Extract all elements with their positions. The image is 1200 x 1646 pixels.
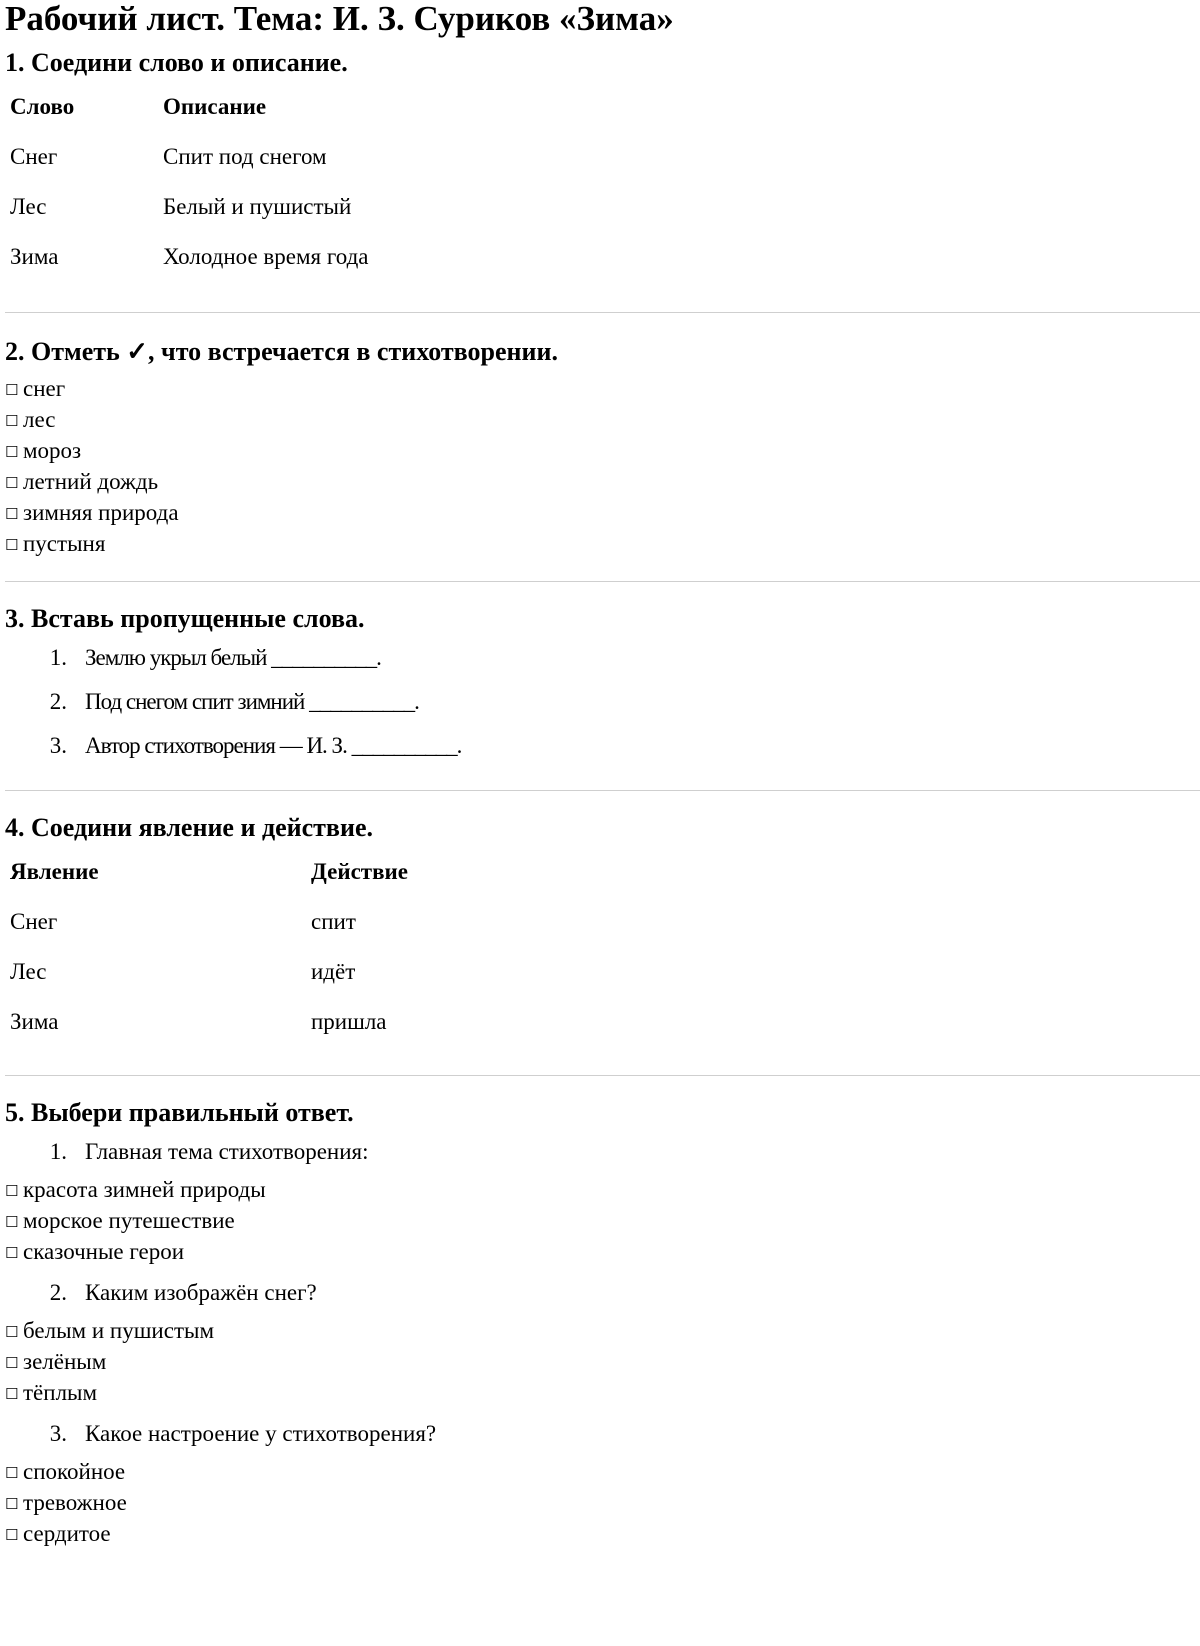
description-cell: Белый и пушистый <box>163 194 352 220</box>
checkbox-icon[interactable]: ☐ <box>5 474 19 492</box>
action-cell: идёт <box>311 959 356 985</box>
checkbox-item[interactable] <box>5 528 1190 559</box>
answer-option[interactable] <box>5 1315 1190 1346</box>
list-item <box>5 680 1190 724</box>
checkbox-icon[interactable]: ☐ <box>5 412 19 430</box>
answer-option[interactable] <box>5 1346 1190 1377</box>
checkbox-icon[interactable]: ☐ <box>5 1526 19 1544</box>
question-list <box>5 1271 1190 1315</box>
checkbox-label: лес <box>23 407 56 432</box>
question <box>5 1130 1190 1174</box>
answer-option[interactable] <box>5 1174 1190 1205</box>
answer-options <box>5 1174 1190 1267</box>
item-number: 3. <box>49 733 67 758</box>
checkbox-item[interactable] <box>5 404 1190 435</box>
checkbox-icon[interactable]: ☐ <box>5 1464 19 1482</box>
answer-label: морское путешествие <box>23 1208 235 1233</box>
section-5 <box>5 1098 1190 1549</box>
question-list <box>5 1130 1190 1174</box>
item-number: 1. <box>49 645 67 670</box>
fill-in-sentence[interactable]: Под снегом спит зимний __________. <box>85 689 419 714</box>
question-number: 3. <box>49 1421 67 1446</box>
question-number: 2. <box>49 1280 67 1305</box>
answer-label: зелёным <box>23 1349 107 1374</box>
answer-option[interactable] <box>5 1518 1190 1549</box>
section-2-heading: 2. Отметь ✓, что встречается в стихотворении. <box>5 337 558 366</box>
item-number: 2. <box>49 689 67 714</box>
word-cell: Лес <box>10 194 47 220</box>
phenomenon-cell: Зима <box>10 1009 59 1035</box>
column-header-description: Описание <box>163 94 267 120</box>
description-cell: Холодное время года <box>163 244 369 270</box>
section-5-heading: 5. Выбери правильный ответ. <box>5 1098 354 1127</box>
table-row <box>5 997 408 1047</box>
checkbox-icon[interactable]: ☐ <box>5 1244 19 1262</box>
phenomenon-cell: Лес <box>10 959 47 985</box>
page-title: Рабочий лист. Тема: И. З. Суриков «Зима» <box>5 0 674 38</box>
checkbox-icon[interactable]: ☐ <box>5 381 19 399</box>
column-header-action: Действие <box>311 859 408 885</box>
fill-in-sentence[interactable]: Автор стихотворения — И. З. __________. <box>85 733 462 758</box>
column-header-word: Слово <box>10 94 75 120</box>
divider <box>5 1075 1200 1076</box>
table-row <box>5 232 368 282</box>
question <box>5 1412 1190 1456</box>
checkbox-item[interactable] <box>5 373 1190 404</box>
checkbox-label: зимняя природа <box>23 500 179 525</box>
column-header-phenomenon: Явление <box>10 859 99 885</box>
question-list <box>5 1412 1190 1456</box>
match-table-2 <box>5 847 408 1047</box>
description-cell: Спит под снегом <box>163 144 327 170</box>
table-row <box>5 182 368 232</box>
checkbox-icon[interactable]: ☐ <box>5 1182 19 1200</box>
list-item <box>5 724 1190 768</box>
checkbox-item[interactable] <box>5 435 1190 466</box>
answer-label: красота зимней природы <box>23 1177 266 1202</box>
match-table-1 <box>5 82 368 282</box>
answer-option[interactable] <box>5 1456 1190 1487</box>
section-4 <box>5 813 1190 1047</box>
divider <box>5 790 1200 791</box>
checkbox-label: снег <box>23 376 66 401</box>
section-1-heading: 1. Соедини слово и описание. <box>5 48 348 77</box>
word-cell: Снег <box>10 144 58 170</box>
section-1 <box>5 48 1190 282</box>
action-cell: пришла <box>311 1009 387 1035</box>
checkbox-label: летний дождь <box>23 469 159 494</box>
answer-label: тёплым <box>23 1380 98 1405</box>
answer-label: белым и пушистым <box>23 1318 214 1343</box>
answer-label: тревожное <box>23 1490 127 1515</box>
word-cell: Зима <box>10 244 59 270</box>
answer-option[interactable] <box>5 1487 1190 1518</box>
answer-label: сердитое <box>23 1521 111 1546</box>
phenomenon-cell: Снег <box>10 909 58 935</box>
answer-label: сказочные герои <box>23 1239 185 1264</box>
checkbox-icon[interactable]: ☐ <box>5 1495 19 1513</box>
checkbox-icon[interactable]: ☐ <box>5 1323 19 1341</box>
checkbox-icon[interactable]: ☐ <box>5 505 19 523</box>
section-3 <box>5 604 1190 768</box>
answer-option[interactable] <box>5 1205 1190 1236</box>
fill-in-sentence[interactable]: Землю укрыл белый __________. <box>85 645 381 670</box>
question-number: 1. <box>49 1139 67 1164</box>
checkbox-label: мороз <box>23 438 82 463</box>
checkbox-item[interactable] <box>5 466 1190 497</box>
checkbox-icon[interactable]: ☐ <box>5 1385 19 1403</box>
table-row <box>5 947 408 997</box>
answer-label: спокойное <box>23 1459 126 1484</box>
answer-option[interactable] <box>5 1377 1190 1408</box>
checkbox-icon[interactable]: ☐ <box>5 1354 19 1372</box>
question-text: Каким изображён снег? <box>85 1280 317 1305</box>
checkbox-list <box>5 373 1190 559</box>
checkbox-item[interactable] <box>5 497 1190 528</box>
table-row <box>5 132 368 182</box>
question <box>5 1271 1190 1315</box>
table-row <box>5 897 408 947</box>
question-text: Главная тема стихотворения: <box>85 1139 369 1164</box>
divider <box>5 312 1200 313</box>
question-text: Какое настроение у стихотворения? <box>85 1421 437 1446</box>
answer-options <box>5 1456 1190 1549</box>
section-4-heading: 4. Соедини явление и действие. <box>5 813 373 842</box>
checkbox-icon[interactable]: ☐ <box>5 443 19 461</box>
section-3-heading: 3. Вставь пропущенные слова. <box>5 604 365 633</box>
action-cell: спит <box>311 909 356 935</box>
divider <box>5 581 1200 582</box>
checkbox-icon[interactable]: ☐ <box>5 536 19 554</box>
section-2 <box>5 337 1190 559</box>
answer-option[interactable] <box>5 1236 1190 1267</box>
checkbox-label: пустыня <box>23 531 106 556</box>
list-item <box>5 636 1190 680</box>
fill-in-list <box>5 636 1190 768</box>
checkbox-icon[interactable]: ☐ <box>5 1213 19 1231</box>
answer-options <box>5 1315 1190 1408</box>
